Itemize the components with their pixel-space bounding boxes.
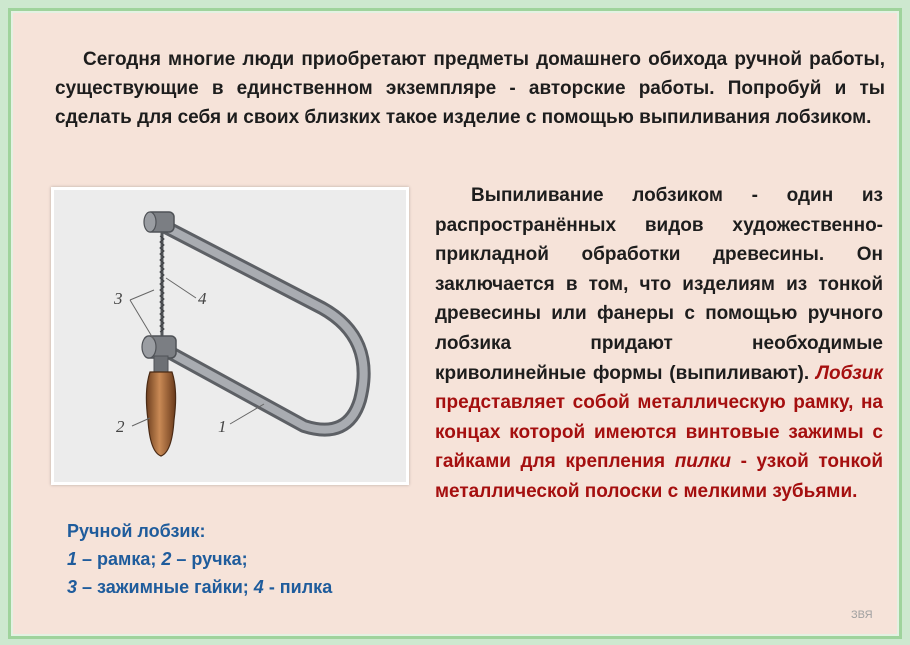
main-paragraph bbox=[435, 181, 883, 507]
label-3: 3 bbox=[114, 289, 123, 308]
caption-num-1: 1 bbox=[67, 549, 78, 569]
jigsaw-illustration bbox=[54, 190, 406, 482]
term-pilki: пилки bbox=[674, 451, 731, 473]
main-text-part2: представляет собой металлическую рамку, на концах которой имеются винтовые зажимы с гайками для крепления bbox=[435, 392, 883, 473]
bottom-clamp-nut bbox=[142, 336, 176, 372]
main-text-part1: Выпиливание лобзиком - один из распространённых видов художественно-прикладной обработки древесины. Он заключается в том, что изделиям из тонкой древесины или фанеры с помощью ручного лобзика придают необходимые криволинейные формы (выпиливают). bbox=[435, 185, 883, 384]
intro-paragraph: Сегодня многие люди приобретают предметы домашнего обихода ручной работы, существующие в единственном экземпляре - авторские работы. Попробуй и ты сделать для себя и своих близких такое изделие с помощью выпиливания лобзиком. bbox=[55, 49, 885, 128]
label-2: 2 bbox=[116, 417, 125, 436]
caption-line-2 bbox=[67, 573, 407, 601]
author-credit: ЗВЯ bbox=[851, 609, 873, 621]
jigsaw-figure bbox=[51, 187, 409, 485]
caption-text-3: – зажимные гайки; bbox=[77, 577, 254, 597]
slide bbox=[8, 8, 902, 639]
label-4: 4 bbox=[198, 289, 207, 308]
caption-num-3: 3 bbox=[67, 577, 78, 597]
term-lobzik: Лобзик bbox=[815, 362, 884, 384]
caption-num-2: 2 bbox=[161, 549, 172, 569]
figure-caption bbox=[67, 517, 407, 601]
caption-text-4: - пилка bbox=[263, 577, 333, 597]
wooden-handle bbox=[146, 372, 175, 456]
top-clamp-nut bbox=[144, 212, 174, 232]
caption-title: Ручной лобзик: bbox=[67, 521, 206, 541]
caption-num-4: 4 bbox=[253, 577, 264, 597]
caption-line-1 bbox=[67, 545, 407, 573]
caption-text-1: – рамка; bbox=[77, 549, 162, 569]
main-text-part3: - узкой тонкой металлической полоски с мелкими зубьями. bbox=[435, 451, 884, 502]
label-1: 1 bbox=[218, 417, 227, 436]
caption-text-2: – ручка; bbox=[171, 549, 248, 569]
